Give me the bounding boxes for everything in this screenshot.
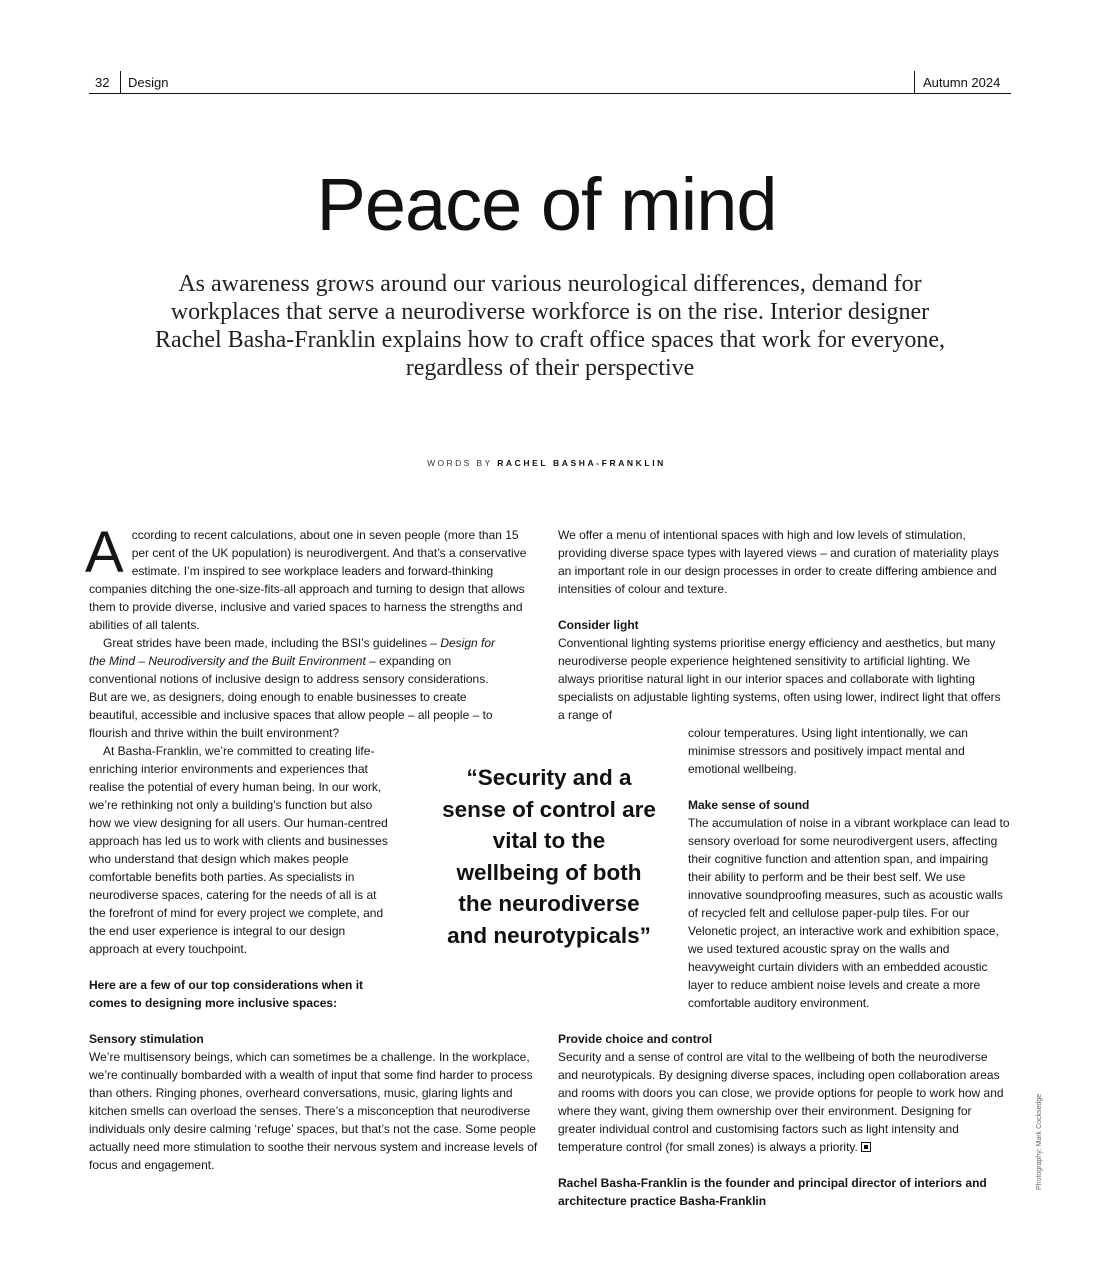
sound-paragraph: The accumulation of noise in a vibrant workplace can lead to sensory overload for some neurodivergent users, affecting their cognitive function and attention span, and impairing their ability to perform and be their best self. We use innovative soundproofing measures, such as acoustic walls of recycled felt and cellulose paper-pulp tiles. For our Velonetic project, an interactive work and exhibition space, we used textured acoustic spray on the walls and heavyweight curtain dividers with an embedded acoustic layer to reduce ambient noise levels and create a more comfortable auditory environment. (688, 816, 1010, 1010)
sensory-paragraph: We’re multisensory beings, which can sometimes be a challenge. In the workplace, we’re continually bombarded with a wealth of input that some find harder to process than others. Ringing phones, overheard conversations, music, glaring lights and kitchen smells can overload the senses. There’s a misconception that neurodiverse individuals only desire calming ‘refuge’ spaces, but that’s not the case. Some people actually need more stimulation to soothe their nervous system and increase levels of focus and engagement. (89, 1050, 538, 1172)
studio-paragraph: At Basha-Franklin, we’re committed to creating life-enriching interior environments and experiences that realise the potential of every human being. In our work, we’re rethinking not only a building’s function but also how we view designing for all users. Our human-centred approach has led us to work with clients and businesses who understand that design which makes people comfortable benefits both parties. As specialists in neurodiverse spaces, catering for the needs of all is at the forefront of mind for every project we complete, and the end user experience is integral to our design approach at every touchpoint. (89, 744, 388, 956)
section-name: Design (128, 75, 169, 90)
spacer (558, 1012, 1010, 1030)
choice-paragraph (558, 1048, 1010, 1156)
issue-date: Autumn 2024 (923, 75, 1001, 90)
author-bio: Rachel Basha-Franklin is the founder and principal director of interiors and architecture practice Basha-Franklin (558, 1176, 987, 1208)
intro-text: ccording to recent calculations, about one in seven people (more than 15 per cent of the UK population) is neurodivergent. And that’s a conservative estimate. I’m inspired to see workplace leaders and forward-thinking companies ditching the one-size-fits-all approach and turning to design that allows them to provide diverse, inclusive and varied spaces to harness the strengths and abilities of all talents. (89, 528, 527, 632)
spacer (558, 1156, 1010, 1174)
page-header (89, 71, 1011, 94)
article-title: Peace of mind (316, 163, 777, 246)
menu-paragraph: We offer a menu of intentional spaces with high and low levels of stimulation, providing diverse space types with layered views – and curation of materiality plays an important role in our design processes in order to create differing ambience and intensities of colour and texture. (558, 528, 999, 596)
byline-author: RACHEL BASHA-FRANKLIN (497, 458, 666, 468)
photo-credit: Photography: Mark Cocksedge (1036, 1093, 1043, 1190)
heading-sensory: Sensory stimulation (89, 1032, 204, 1046)
byline-prefix: WORDS BY (427, 458, 493, 468)
spacer (558, 778, 1010, 796)
header-divider (914, 71, 915, 93)
light-text-part: Conventional lighting systems prioritise energy efficiency and aesthetics, but many neurodiverse people experience heightened sensitivity to artificial lighting. We always prioritise natural light in our interior spaces and collaborate with lighting specialists on adjustable lighting systems, often using lower, indirect light that offers a range of (558, 636, 1001, 722)
drop-cap: A (85, 520, 124, 585)
spacer (558, 598, 1010, 616)
heading-choice: Provide choice and control (558, 1032, 713, 1046)
right-column (558, 526, 1010, 1210)
guidelines-start: Great strides have been made, including the BSI’s guidelines – (103, 636, 441, 650)
byline (0, 458, 1093, 468)
sound-block (558, 796, 1010, 1012)
intro-paragraph (85, 520, 539, 634)
guidelines-end: – expanding on conventional notions of inclusive design to address sensory considerations. But are we, as designers, doing enough to enable businesses to create beautiful, accessible and inclusive spaces that allow people – all people – to flourish and thrive within the built environment? (89, 654, 493, 740)
lead-in: Here are a few of our top considerations when it comes to designing more inclusive spaces: (89, 978, 364, 1010)
header-divider (120, 71, 121, 93)
guidelines-title: Design for the Mind – Neurodiversity and the Built Environment (89, 636, 496, 668)
choice-text: Security and a sense of control are vital to the wellbeing of both the neurodiverse and neurotypicals. By designing diverse spaces, including open collaboration areas and rooms with doors you can close, we provide options for people to work how and where they want, giving them ownership over their environment. Designing for greater individual control and customising factors such as light intensity and temperature control (for small zones) is always a priority. (558, 1050, 1004, 1154)
light-paragraph (558, 634, 1010, 778)
light-text (558, 636, 1010, 778)
spacer (89, 958, 539, 976)
heading-sound: Make sense of sound (688, 798, 810, 812)
light-sound-block (558, 634, 1010, 778)
guidelines-paragraph (89, 634, 509, 742)
standfirst: As awareness grows around our various neurological differences, demand for workplaces that serve a neurodiverse workforce is on the rise. Interior designer Rachel Basha-Franklin explains how to craft office spaces that work for everyone, regardless of their perspective (155, 271, 945, 381)
page-number: 32 (95, 75, 110, 90)
pull-quote: “Security and a sense of control are vital to the wellbeing of both the neurodiverse and neurotypicals” (442, 765, 656, 948)
end-mark-icon (861, 1142, 871, 1152)
light-text-part: colour temperatures. Using light intentionally, we can minimise stressors and positively impact mental and emotional wellbeing. (688, 726, 968, 776)
spacer (89, 1012, 539, 1030)
heading-light: Consider light (558, 618, 639, 632)
